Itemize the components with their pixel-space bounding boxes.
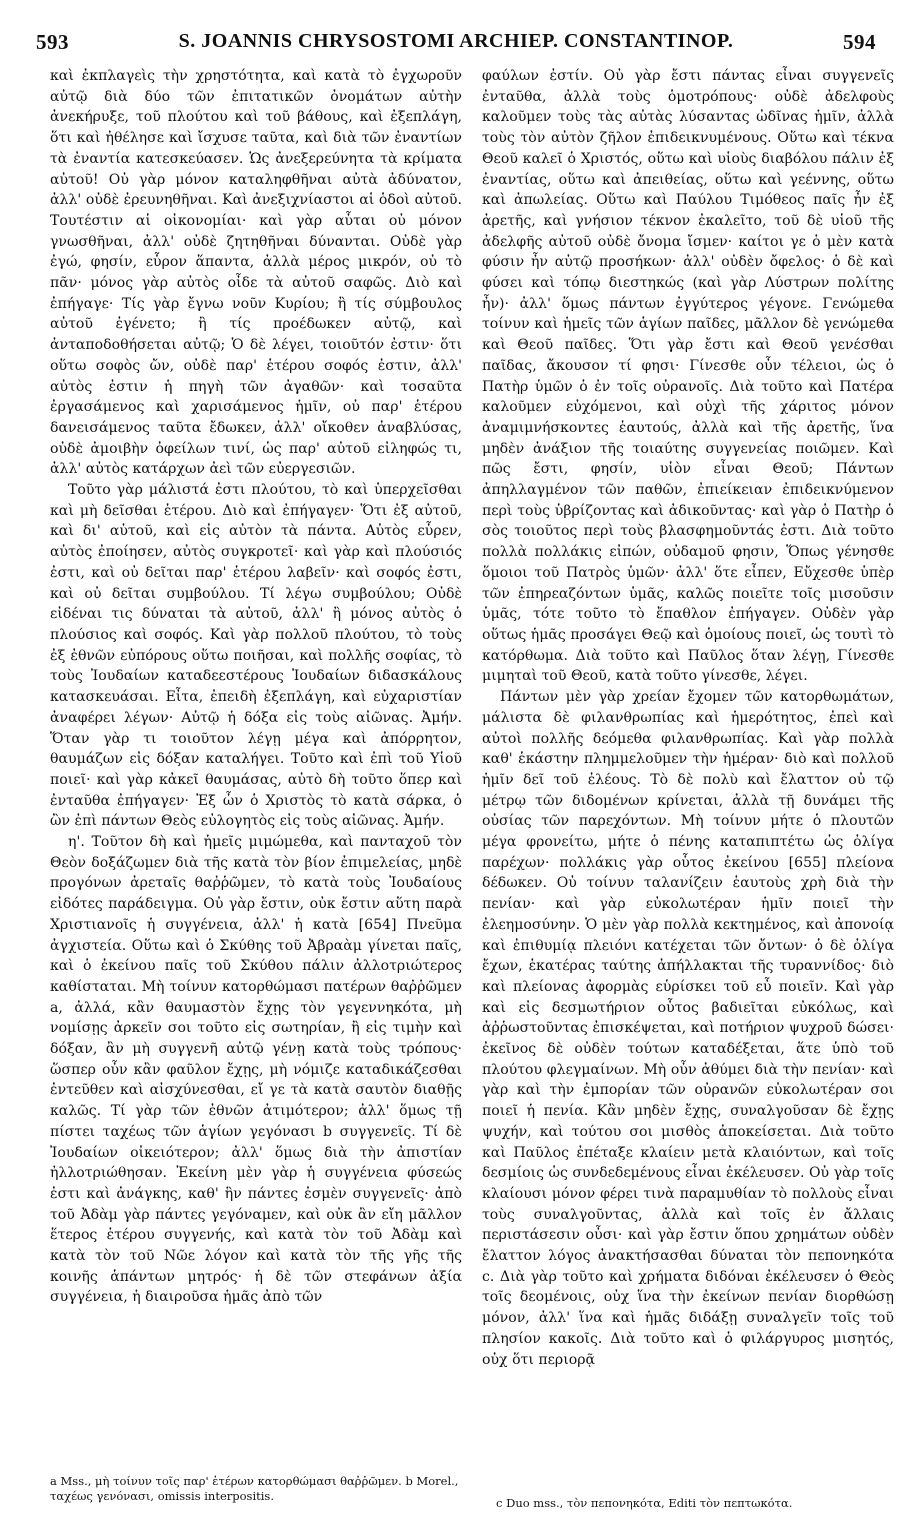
right-column: [482, 66, 894, 1370]
left-paragraph-1: καὶ ἐκπλαγεὶς τὴν χρηστότητα, καὶ κατὰ τὸ ἐγχωροῦν αὐτῷ διὰ δύο τῶν ἐπιτατικῶν ὀνομάτων αὐτὴν ἀνεκήρυξε, τοῦ πλούτου καὶ τοῦ βάθους, καὶ ἐξεπλάγη, ὅτι καὶ ἠθέλησε καὶ ἴσχυσε ταῦτα, καὶ διὰ τῶν ἐναντίων τὰ ἐναντία κατεσκεύασεν. Ὡς ἀνεξερεύνητα τὰ κρίματα αὐτοῦ! Οὐ γὰρ μόνον καταληφθῆναι αὐτὰ ἀδύνατον, ἀλλ' οὐδὲ ἐρευνηθῆναι. Καὶ ἀνεξιχνίαστοι αἱ ὁδοὶ αὐτοῦ. Τουτέστιν αἱ οἰκονομίαι· καὶ γὰρ αὗται οὐ μόνον γνωσθῆναι, ἀλλ' οὐδὲ ζητηθῆναι δύνανται. Οὐδὲ γὰρ ἐγώ, φησίν, εὗρον ἅπαντα, ἀλλὰ μέρος μικρόν, οὐ τὸ πᾶν· μόνος γὰρ αὐτὸς οἶδε τὰ αὐτοῦ σαφῶς. Διὸ καὶ ἐπήγαγε· Τίς γὰρ ἔγνω νοῦν Κυρίου; ἢ τίς σύμβουλος αὐτοῦ ἐγένετο; ἢ τίς προέδωκεν αὐτῷ, καὶ ἀνταποδοθήσεται αὐτῷ; Ὁ δὲ λέγει, τοιοῦτόν ἐστιν· ὅτι οὕτω σοφὸς ὤν, οὐδὲ παρ' ἑτέρου σοφός ἐστιν, ἀλλ' αὐτὸς ἐστιν ἡ πηγὴ τῶν ἀγαθῶν· καὶ τοσαῦτα ἐργασάμενος καὶ χαρισάμενος ἡμῖν, οὐ παρ' ἑτέρου δανεισάμενος ταῦτα ἔδωκεν, ἀλλ' οἴκοθεν ἀναβλύσας, οὐδὲ ἀμοιβὴν ὀφείλων τινί, ὡς παρ' αὐτοῦ εἰληφώς τι, ἀλλ' αὐτὸς κατάρχων ἀεὶ τῶν εὐεργεσιῶν.: [50, 68, 462, 478]
left-paragraph-2: Τοῦτο γὰρ μάλιστά ἐστι πλούτου, τὸ καὶ ὑπερχεῖσθαι καὶ μὴ δεῖσθαι ἑτέρου. Διὸ καὶ ἐπήγαγεν· Ὅτι ἐξ αὐτοῦ, καὶ δι' αὐτοῦ, καὶ εἰς αὐτὸν τὰ πάντα. Αὐτὸς εὗρεν, αὐτὸς ἐποίησεν, αὐτὸς συγκροτεῖ· καὶ γὰρ καὶ πλούσιός ἐστι, καὶ οὐ δεῖται παρ' ἑτέρου λαβεῖν· καὶ σοφός ἐστι, καὶ οὐ δεῖται συμβούλου. Τί λέγω συμβούλου; Οὐδὲ εἰδέναι τις δύναται τὰ αὐτοῦ, ἀλλ' ἢ μόνος αὐτὸς ὁ πλούσιος καὶ σοφός. Καὶ γὰρ πολλοῦ πλούτου, τὸ τοὺς ἐξ ἐθνῶν εὐπόρους οὕτω ποιῆσαι, καὶ πολλῆς σοφίας, τὸ τοὺς Ἰουδαίων καταδεεστέρους Ἰουδαίων διδασκάλους κατασκευάσαι. Εἶτα, ἐπειδὴ ἐξεπλάγη, καὶ εὐχαριστίαν ἀναφέρει λέγων· Αὐτῷ ἡ δόξα εἰς τοὺς αἰῶνας. Ἀμήν. Ὅταν γὰρ τι τοιοῦτον λέγῃ μέγα καὶ ἀπόρρητον, θαυμάζων εἰς δόξαν καταλήγει. Τοῦτο καὶ ἐπὶ τοῦ Υἱοῦ ποιεῖ· καὶ γὰρ κἀκεῖ θαυμάσας, αὐτὸ δὴ τοῦτο ὅπερ καὶ ἐνταῦθα ἐπήγαγεν· Ἐξ ὧν ὁ Χριστὸς τὸ κατὰ σάρκα, ὁ ὢν ἐπὶ πάντων Θεὸς εὐλογητὸς εἰς τοὺς αἰῶνας. Ἀμήν.: [50, 482, 462, 830]
page-number-left: 593: [36, 30, 69, 54]
page-number-right: 594: [843, 30, 876, 54]
footnote-left: a Mss., μὴ τοίνυν τοῖς παρ' ἑτέρων κατορθώμασι θαῤῥῶμεν. b Morel., ταχέως γενόνασι, omissis interpositis.: [50, 1474, 459, 1503]
footnote-right: c Duo mss., τὸν πεπονηκότα, Editi τὸν πεπτωκότα.: [496, 1496, 793, 1510]
right-paragraph-2: Πάντων μὲν γὰρ χρείαν ἔχομεν τῶν κατορθωμάτων, μάλιστα δὲ φιλανθρωπίας καὶ ἡμερότητος, ἐπεὶ καὶ αὐτοὶ πολλῆς δεόμεθα φιλανθρωπίας. Καὶ γὰρ πολλὰ καθ' ἑκάστην πλημμελοῦμεν τὴν ἡμέραν· διὸ καὶ πολλοῦ ἡμῖν δεῖ τοῦ ἐλέους. Τὸ δὲ πολὺ καὶ ἔλαττον οὐ τῷ μέτρῳ τῶν διδομένων κρίνεται, ἀλλὰ τῇ δυνάμει τῆς οὐσίας τῶν παρεχόντων. Μὴ τοίνυν μήτε ὁ πλουτῶν μέγα φρονείτω, μήτε ὁ πένης καταπιπτέτω ὡς ὀλίγα παρέχων· πολλάκις γὰρ οὗτος ἐκείνου [655] πλείονα δέδωκεν. Οὐ τοίνυν ταλανίζειν ἑαυτοὺς χρὴ διὰ τὴν πενίαν· καὶ γὰρ εὐκολωτέραν ἡμῖν ποιεῖ τὴν ἐλεημοσύνην. Ὁ μὲν γὰρ πολλὰ κεκτημένος, καὶ ἀπονοίᾳ καὶ ἐπιθυμίᾳ πλειόνι κατέχεται τῶν ὄντων· ὁ δὲ ὀλίγα ἔχων, ἑκατέρας ταύτης ἀπήλλακται τῆς τυραννίδος· διὸ καὶ πλείονας ἀφορμὰς εὑρίσκει τοῦ εὖ ποιεῖν. Καὶ γὰρ καὶ εἰς δεσμωτήριον οὗτος βαδιεῖται εὐκόλως, καὶ ἀῤῥωστοῦντας ἐπισκέψεται, καὶ ποτήριον ψυχροῦ δώσει· ἐκεῖνος δὲ οὐδὲν τούτων καταδέξεται, ἅτε ὑπὸ τοῦ πλούτου φλεγμαίνων. Μὴ οὖν ἀθύμει διὰ τὴν πενίαν· καὶ γὰρ καὶ τὴν ἐμπορίαν τῶν οὐρανῶν εὐκολωτέραν σοι ποιεῖ ἡ πενία. Κἂν μηδὲν ἔχῃς, συναλγοῦσαν δὲ ἔχῃς ψυχήν, καὶ τούτου σοι μισθὸς ἀποκείσεται. Διὰ τοῦτο καὶ Παῦλος ἐπέταξε κλαίειν μετὰ κλαιόντων, καὶ τοῖς δεσμίοις ὡς συνδεδεμένους εἶναι ἐκέλευσεν. Οὐ γὰρ τοῖς κλαίουσι μόνον φέρει τινὰ παραμυθίαν τὸ πολλοὺς εἶναι τοὺς συναλγοῦντας, ἀλλὰ καὶ τοῖς ἐν ἄλλαις περιστάσεσιν οὖσι· καὶ γὰρ ἔστιν ὅπου χρημάτων οὐδὲν ἔλαττον λόγος ἀνακτήσασθαι δύναται τὸν πεπονηκότα c. Διὰ γὰρ τοῦτο καὶ χρήματα διδόναι ἐκέλευσεν ὁ Θεὸς τοῖς δεομένοις, οὐχ ἵνα τὴν ἐκείνων πενίαν διορθώσῃ μόνον, ἀλλ' ἵνα καὶ ἡμᾶς διδάξῃ συναλγεῖν τοῖς τοῦ πλησίον κακοῖς. Διὰ τοῦτο καὶ ὁ φιλάργυρος μισητός, οὐχ ὅτι περιορᾷ: [482, 689, 894, 1368]
left-column: [50, 66, 462, 1308]
running-title: S. JOANNIS CHRYSOSTOMI ARCHIEP. CONSTANTINOP.: [178, 30, 734, 52]
running-header: [36, 30, 876, 56]
right-paragraph-1: φαύλων ἐστίν. Οὐ γὰρ ἔστι πάντας εἶναι συγγενεῖς ἐνταῦθα, ἀλλὰ τοὺς ὁμοτρόπους· οὐδὲ ἀδελφοὺς καλοῦμεν τοὺς τὰς αὐτὰς λύσαντας ὠδῖνας ἡμῖν, ἀλλὰ τοὺς τὸν αὐτὸν ζῆλον ἐπιδεικνυμένους. Οὕτω καὶ τέκνα Θεοῦ καλεῖ ὁ Χριστός, οὕτω καὶ υἱοὺς διαβόλου πάλιν ἐξ ἐναντίας, οὕτω καὶ ἀπειθείας, οὕτω καὶ γεέννης, οὕτω καὶ ἀπωλείας. Οὕτω καὶ Παύλου Τιμόθεος παῖς ἦν ἐξ ἀρετῆς, καὶ γνήσιον τέκνον ἐκαλεῖτο, τοῦ δὲ υἱοῦ τῆς ἀδελφῆς αὐτοῦ οὐδὲ ὄνομα ἴσμεν· καίτοι γε ὁ μὲν κατὰ φύσιν ἦν αὐτῷ προσήκων· ἀλλ' οὐδὲν ὄφελος· ὁ δὲ καὶ φύσει καὶ τόπῳ διεστηκώς (καὶ γὰρ Λύστρων πολίτης ἦν)· ἀλλ' ὅμως πάντων ἐγγύτερος γέγονε. Γενώμεθα τοίνυν καὶ ἡμεῖς τῶν ἁγίων παῖδες, μᾶλλον δὲ γενώμεθα καὶ Θεοῦ παῖδες. Ὅτι γὰρ ἔστι καὶ Θεοῦ γενέσθαι παῖδας, ἄκουσον τί φησι· Γίνεσθε οὖν τέλειοι, ὡς ὁ Πατὴρ ὑμῶν ὁ ἐν τοῖς οὐρανοῖς. Διὰ τοῦτο καὶ Πατέρα καλοῦμεν εὐχόμενοι, καὶ οὐχὶ τῆς χάριτος μόνον ἀναμιμνήσκοντες ἑαυτούς, ἀλλὰ καὶ τῆς ἀρετῆς, ἵνα μηδὲν ἀνάξιον τῆς τοιαύτης συγγενείας ποιῶμεν. Καὶ πῶς ἔστι, φησίν, υἱὸν εἶναι Θεοῦ; Πάντων ἀπηλλαγμένον τῶν παθῶν, ἐπιείκειαν ἐπιδεικνύμενον περὶ τοὺς ὑβρίζοντας καὶ ἀδικοῦντας· καὶ γὰρ ὁ Πατὴρ ὁ σὸς τοιοῦτος περὶ τοὺς βλασφημοῦντάς ἐστι. Διὰ τοῦτο πολλὰ πολλάκις εἰπών, οὐδαμοῦ φησιν, Ὅπως γένησθε ὅμοιοι τοῦ Πατρὸς ὑμῶν· ἀλλ' ὅτε εἶπεν, Εὔχεσθε ὑπὲρ τῶν ἐπηρεαζόντων ὑμᾶς, καλῶς ποιεῖτε τοῖς μισοῦσιν ὑμᾶς, τότε τοῦτο τὸ ἔπαθλον ἐπήγαγεν. Οὐδὲν γὰρ οὕτως ἡμᾶς προσάγει Θεῷ καὶ ὁμοίους ποιεῖ, ὡς τουτὶ τὸ κατόρθωμα. Διὰ τοῦτο καὶ Παῦλος ὅταν λέγῃ, Γίνεσθε μιμηταὶ τοῦ Θεοῦ, κατὰ τοῦτο γίνεσθε, λέγει.: [482, 68, 894, 685]
left-paragraph-3: η'. Τοῦτον δὴ καὶ ἡμεῖς μιμώμεθα, καὶ πανταχοῦ τὸν Θεὸν δοξάζωμεν διὰ τῆς κατὰ τὸν βίον ἐπιμελείας, μηδὲ προγόνων ἀρεταῖς θαῤῥῶμεν, τὸ κατὰ τοὺς Ἰουδαίους εἰδότες παράδειγμα. Οὐ γὰρ ἔστιν, οὐκ ἔστιν αὕτη παρὰ Χριστιανοῖς ἡ συγγένεια, ἀλλ' ἡ κατὰ [654] Πνεῦμα ἀγχιστεία. Οὕτω καὶ ὁ Σκύθης τοῦ Ἀβραὰμ γίνεται παῖς, καὶ ὁ ἐκείνου παῖς τοῦ Σκύθου πάλιν ἀλλοτριώτερος καθίσταται. Μὴ τοίνυν κατορθώμασι πατέρων θαῤῥῶμεν a, ἀλλά, κἂν θαυμαστὸν ἔχῃς τὸν γεγεννηκότα, μὴ νομίσῃς ἀρκεῖν σοι τοῦτο εἰς σωτηρίαν, ἢ εἰς τιμὴν καὶ δόξαν, ἂν μὴ συγγενῆ αὐτῷ γένῃ κατὰ τοὺς τρόπους· ὥσπερ οὖν κἂν φαῦλον ἔχῃς, μὴ νόμιζε καταδικάζεσθαι ἐντεῦθεν καὶ αἰσχύνεσθαι, εἴ γε τὰ κατὰ σαυτὸν διαθῇς καλῶς. Τί γὰρ τῶν ἐθνῶν ἀτιμότερον; ἀλλ' ὅμως τῇ πίστει ταχέως τῶν ἁγίων γεγόνασι b συγγενεῖς. Τί δὲ Ἰουδαίων οἰκειότερον; ἀλλ' ὅμως διὰ τὴν ἀπιστίαν ἠλλοτριώθησαν. Ἐκείνη μὲν γὰρ ἡ συγγένεια φύσεώς ἐστι καὶ ἀνάγκης, καθ' ἣν πάντες ἐσμὲν συγγενεῖς· ἀπὸ τοῦ Ἀδὰμ γὰρ πάντες γεγόναμεν, καὶ οὐκ ἂν εἴη μᾶλλον ἕτερος ἑτέρου συγγενής, καὶ κατὰ τὸν τοῦ Ἀδὰμ καὶ κατὰ τὸν τοῦ Νῶε λόγον καὶ κατὰ τὸν τῆς γῆς τῆς κοινῆς ἁπάντων μητρός· ἡ δὲ τῶν στεφάνων ἀξία συγγένεια, ἡ διαιροῦσα ἡμᾶς ἀπὸ τῶν: [50, 834, 462, 1306]
